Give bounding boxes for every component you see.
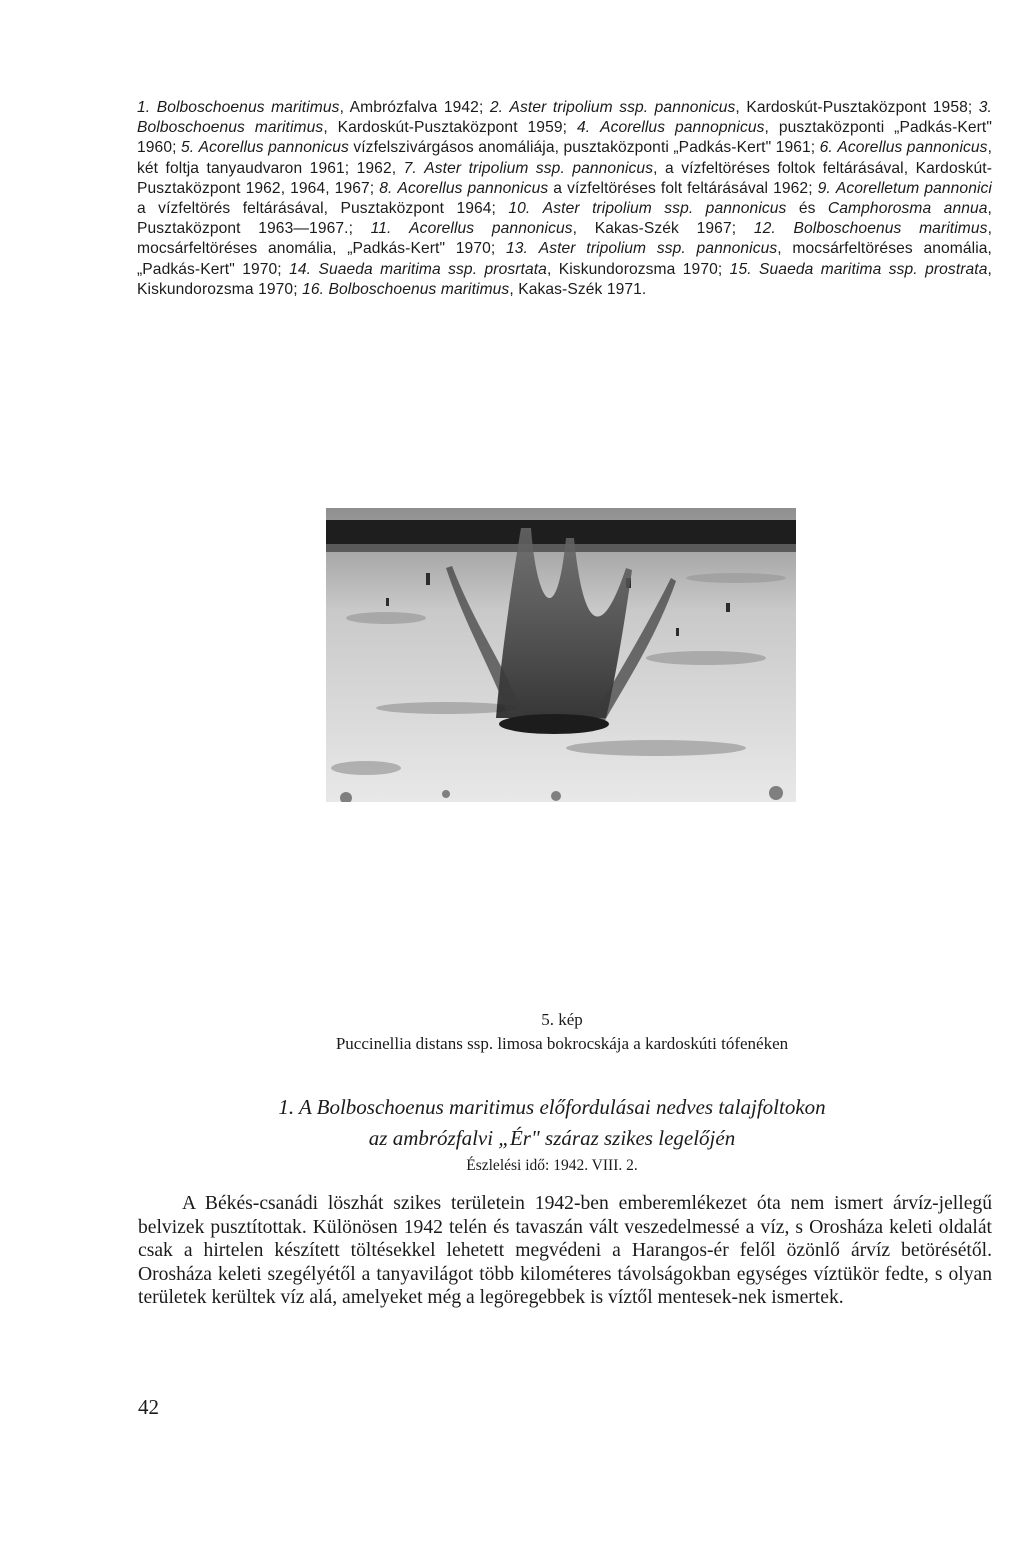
species-name: Bolboschoenus maritimus xyxy=(793,220,988,238)
entry-text: , Kakas-Szék 1967; xyxy=(572,220,754,238)
caption-entry xyxy=(371,220,754,237)
entry-number: 9. xyxy=(817,179,831,197)
entry-text: , Kiskundorozsma 1970; xyxy=(137,260,992,298)
species-name: Bolboschoenus maritimus xyxy=(328,280,510,298)
entry-text: vízfelszivárgásos anomáliája, pusztaközponti „Padkás-Kert" 1961; xyxy=(348,139,820,157)
entry-number: 11. xyxy=(370,220,392,238)
caption-entry xyxy=(508,200,828,217)
entry-number: 15. xyxy=(729,260,752,278)
caption-entry xyxy=(379,180,817,197)
entry-number: 5. xyxy=(180,139,195,157)
entry-text: , Kardoskút-Pusztaközpont 1959; xyxy=(323,119,577,137)
figure-number: 5. kép xyxy=(541,1010,583,1029)
table-title-line1: 1. A Bolboschoenus maritimus előfordulásai nedves talajfoltokon xyxy=(278,1095,826,1119)
body-paragraph: A Békés-csanádi löszhát szikes területein 1942-ben emberemlékezet óta nem ismert árvíz-jellegű belvizek pusztítottak. Különösen 1942 telén és tavaszán vált veszedelmessé a víz, s Orosháza keleti oldalát csak a hirtelen készített töltésekkel lehetett megvédeni a Harangos-ér felől özönlő árvíz betörésétől. Orosháza keleti szegélyétől a tanyavilágot több kilométeres távolságokban egységes víztükör fedte, s olyan területek kerültek víz alá, amelyeket még a legöregebbek is víztől mentesek-nek ismertek. xyxy=(138,1193,992,1309)
species-name: Camphorosma annua xyxy=(827,200,988,218)
entry-number: 14. xyxy=(289,260,312,278)
entry-text: , pusztaközponti „Padkás-Kert" 1960; xyxy=(137,119,993,157)
entry-number: 12. xyxy=(753,220,776,238)
figure-caption-list xyxy=(137,98,992,300)
entry-text: , két foltja tanyaudvaron 1961; 1962, xyxy=(137,139,993,177)
entry-number: 7. xyxy=(403,159,417,177)
caption-entry xyxy=(289,261,730,278)
entry-text: a vízfeltörés feltárásával, Pusztaközpont 1964; xyxy=(137,200,509,218)
species-name: Aster tripolium ssp. pannonicus xyxy=(538,240,778,258)
caption-entry xyxy=(490,99,979,116)
entry-number: 6. xyxy=(819,139,833,157)
entry-text: , Kardoskút-Pusztaközpont 1958; xyxy=(735,99,979,116)
entry-text: , mocsárfeltöréses anomália, „Padkás-Kert" 1970; xyxy=(137,220,993,258)
entry-text: és xyxy=(786,200,828,218)
species-name: Acorellus pannonicus xyxy=(837,139,988,157)
entry-number: 4. xyxy=(576,119,591,137)
observation-date: Észlelési idő: 1942. VIII. 2. xyxy=(466,1157,638,1174)
caption-entry xyxy=(137,99,490,116)
grass-tuft-photo xyxy=(326,508,796,802)
entry-text: , Kakas-Szék 1971. xyxy=(509,280,647,298)
entry-number: 13. xyxy=(506,240,528,258)
species-name: Aster tripolium ssp. pannonicus xyxy=(542,200,787,218)
entry-text: , Ambrózfalva 1942; xyxy=(339,99,490,116)
species-name: Aster tripolium ssp. pannonicus xyxy=(424,159,654,177)
entry-number: 1. xyxy=(137,99,151,116)
page-number: 42 xyxy=(138,1395,159,1419)
figure-caption: Puccinellia distans ssp. limosa bokrocskája a kardoskúti tófenéken xyxy=(335,1034,789,1053)
species-name: Acorellus pannonicus xyxy=(198,139,349,157)
species-name: Acorellus pannonicus xyxy=(397,179,549,197)
species-name: Acorellus pannonicus xyxy=(409,220,573,238)
species-name: Bolboschoenus maritimus xyxy=(156,99,340,116)
entry-number: 3. xyxy=(978,99,992,116)
entry-text: , a vízfeltöréses foltok feltárásával, Kardoskút-Pusztaközpont 1962, 1964, 1967; xyxy=(137,159,993,197)
species-name: Acorelletum pannonici xyxy=(835,179,992,197)
entry-text: , Pusztaközpont 1963—1967.; xyxy=(137,200,992,238)
entry-number: 10. xyxy=(508,200,531,218)
entry-text: , mocsárfeltöréses anomália, „Padkás-Kert" 1970; xyxy=(137,240,992,278)
entry-number: 16. xyxy=(302,280,325,298)
caption-entry xyxy=(181,139,820,156)
entry-text: a vízfeltöréses folt feltárásával 1962; xyxy=(548,179,818,197)
species-name: Acorellus pannopnicus xyxy=(600,119,765,137)
entry-number: 8. xyxy=(379,179,393,197)
caption-entry xyxy=(302,281,646,298)
species-name: Suaeda maritima ssp. prosrtata xyxy=(318,260,547,278)
entry-text: , Kiskundorozsma 1970; xyxy=(546,260,730,278)
species-name: Bolboschoenus maritimus xyxy=(137,119,324,137)
species-name: Aster tripolium ssp. pannonicus xyxy=(509,99,736,116)
table-title-line2: az ambrózfalvi „Ér" száraz szikes legelőjén xyxy=(368,1126,736,1150)
entry-number: 2. xyxy=(489,99,504,116)
species-name: Suaeda maritima ssp. prostrata xyxy=(759,260,988,278)
